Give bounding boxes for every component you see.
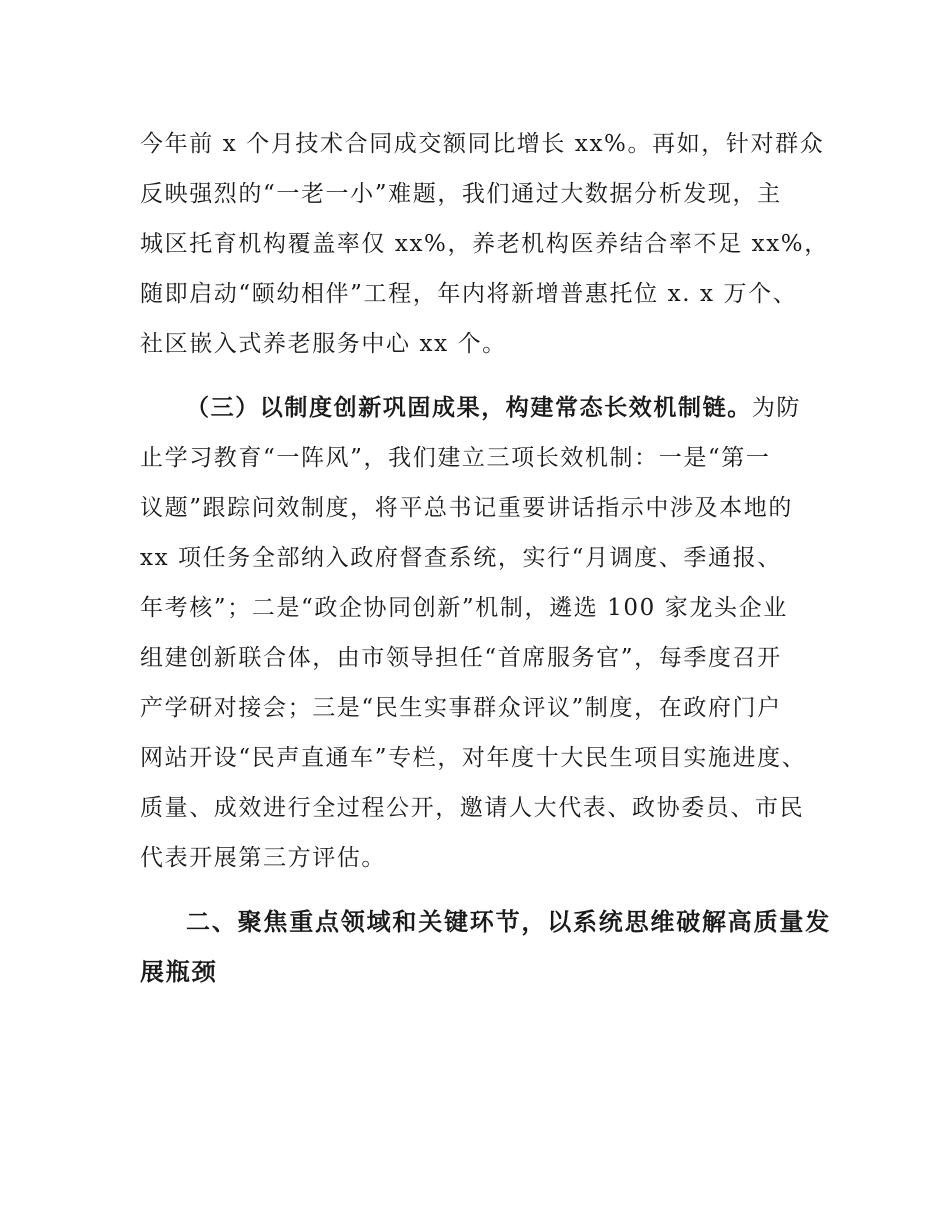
paragraph-2-line-4: xx 项任务全部纳入政府督查系统，实行“月调度、季通报、 (140, 545, 782, 571)
paragraph-1-line-2: 反映强烈的“一老一小”难题，我们通过大数据分析发现，主 (140, 181, 782, 207)
paragraph-2-lead-rest: 为防 (751, 395, 802, 421)
section-heading-line-1: 二、聚焦重点领域和关键环节，以系统思维破解高质量发 (186, 907, 831, 936)
paragraph-2-line-7: 产学研对接会；三是“民生实事群众评议”制度，在政府门户 (140, 695, 782, 721)
paragraph-1-line-1: 今年前 x 个月技术合同成交额同比增长 xx%。再如，针对群众 (140, 131, 825, 157)
paragraph-2-lead-heading: （三）以制度创新巩固成果，构建常态长效机制链。 (186, 394, 752, 421)
paragraph-1-line-3: 城区托育机构覆盖率仅 xx%，养老机构医养结合率不足 xx%， (140, 231, 829, 257)
paragraph-1-line-5: 社区嵌入式养老服务中心 xx 个。 (140, 331, 507, 357)
section-heading-line-2: 展瓶颈 (140, 957, 218, 986)
paragraph-2-line-2: 止学习教育“一阵风”，我们建立三项长效机制：一是“第一 (140, 445, 771, 471)
paragraph-2-line-3: 议题”跟踪问效制度，将平总书记重要讲话指示中涉及本地的 (140, 495, 793, 521)
paragraph-2-line-5: 年考核”；二是“政企协同创新”机制，遴选 100 家龙头企业 (140, 595, 788, 621)
paragraph-2-line-10: 代表开展第三方评估。 (140, 845, 386, 871)
paragraph-1-line-4: 随即启动“颐幼相伴”工程，年内将新增普惠托位 x. x 万个、 (140, 281, 798, 307)
paragraph-2-line-8: 网站开设“民声直通车”专栏，对年度十大民生项目实施进度、 (140, 745, 807, 771)
paragraph-2-line-9: 质量、成效进行全过程公开，邀请人大代表、政协委员、市民 (140, 795, 805, 821)
paragraph-2-line-6: 组建创新联合体，由市领导担任“首席服务官”，每季度召开 (140, 645, 782, 671)
paragraph-2-line-1 (186, 392, 801, 424)
